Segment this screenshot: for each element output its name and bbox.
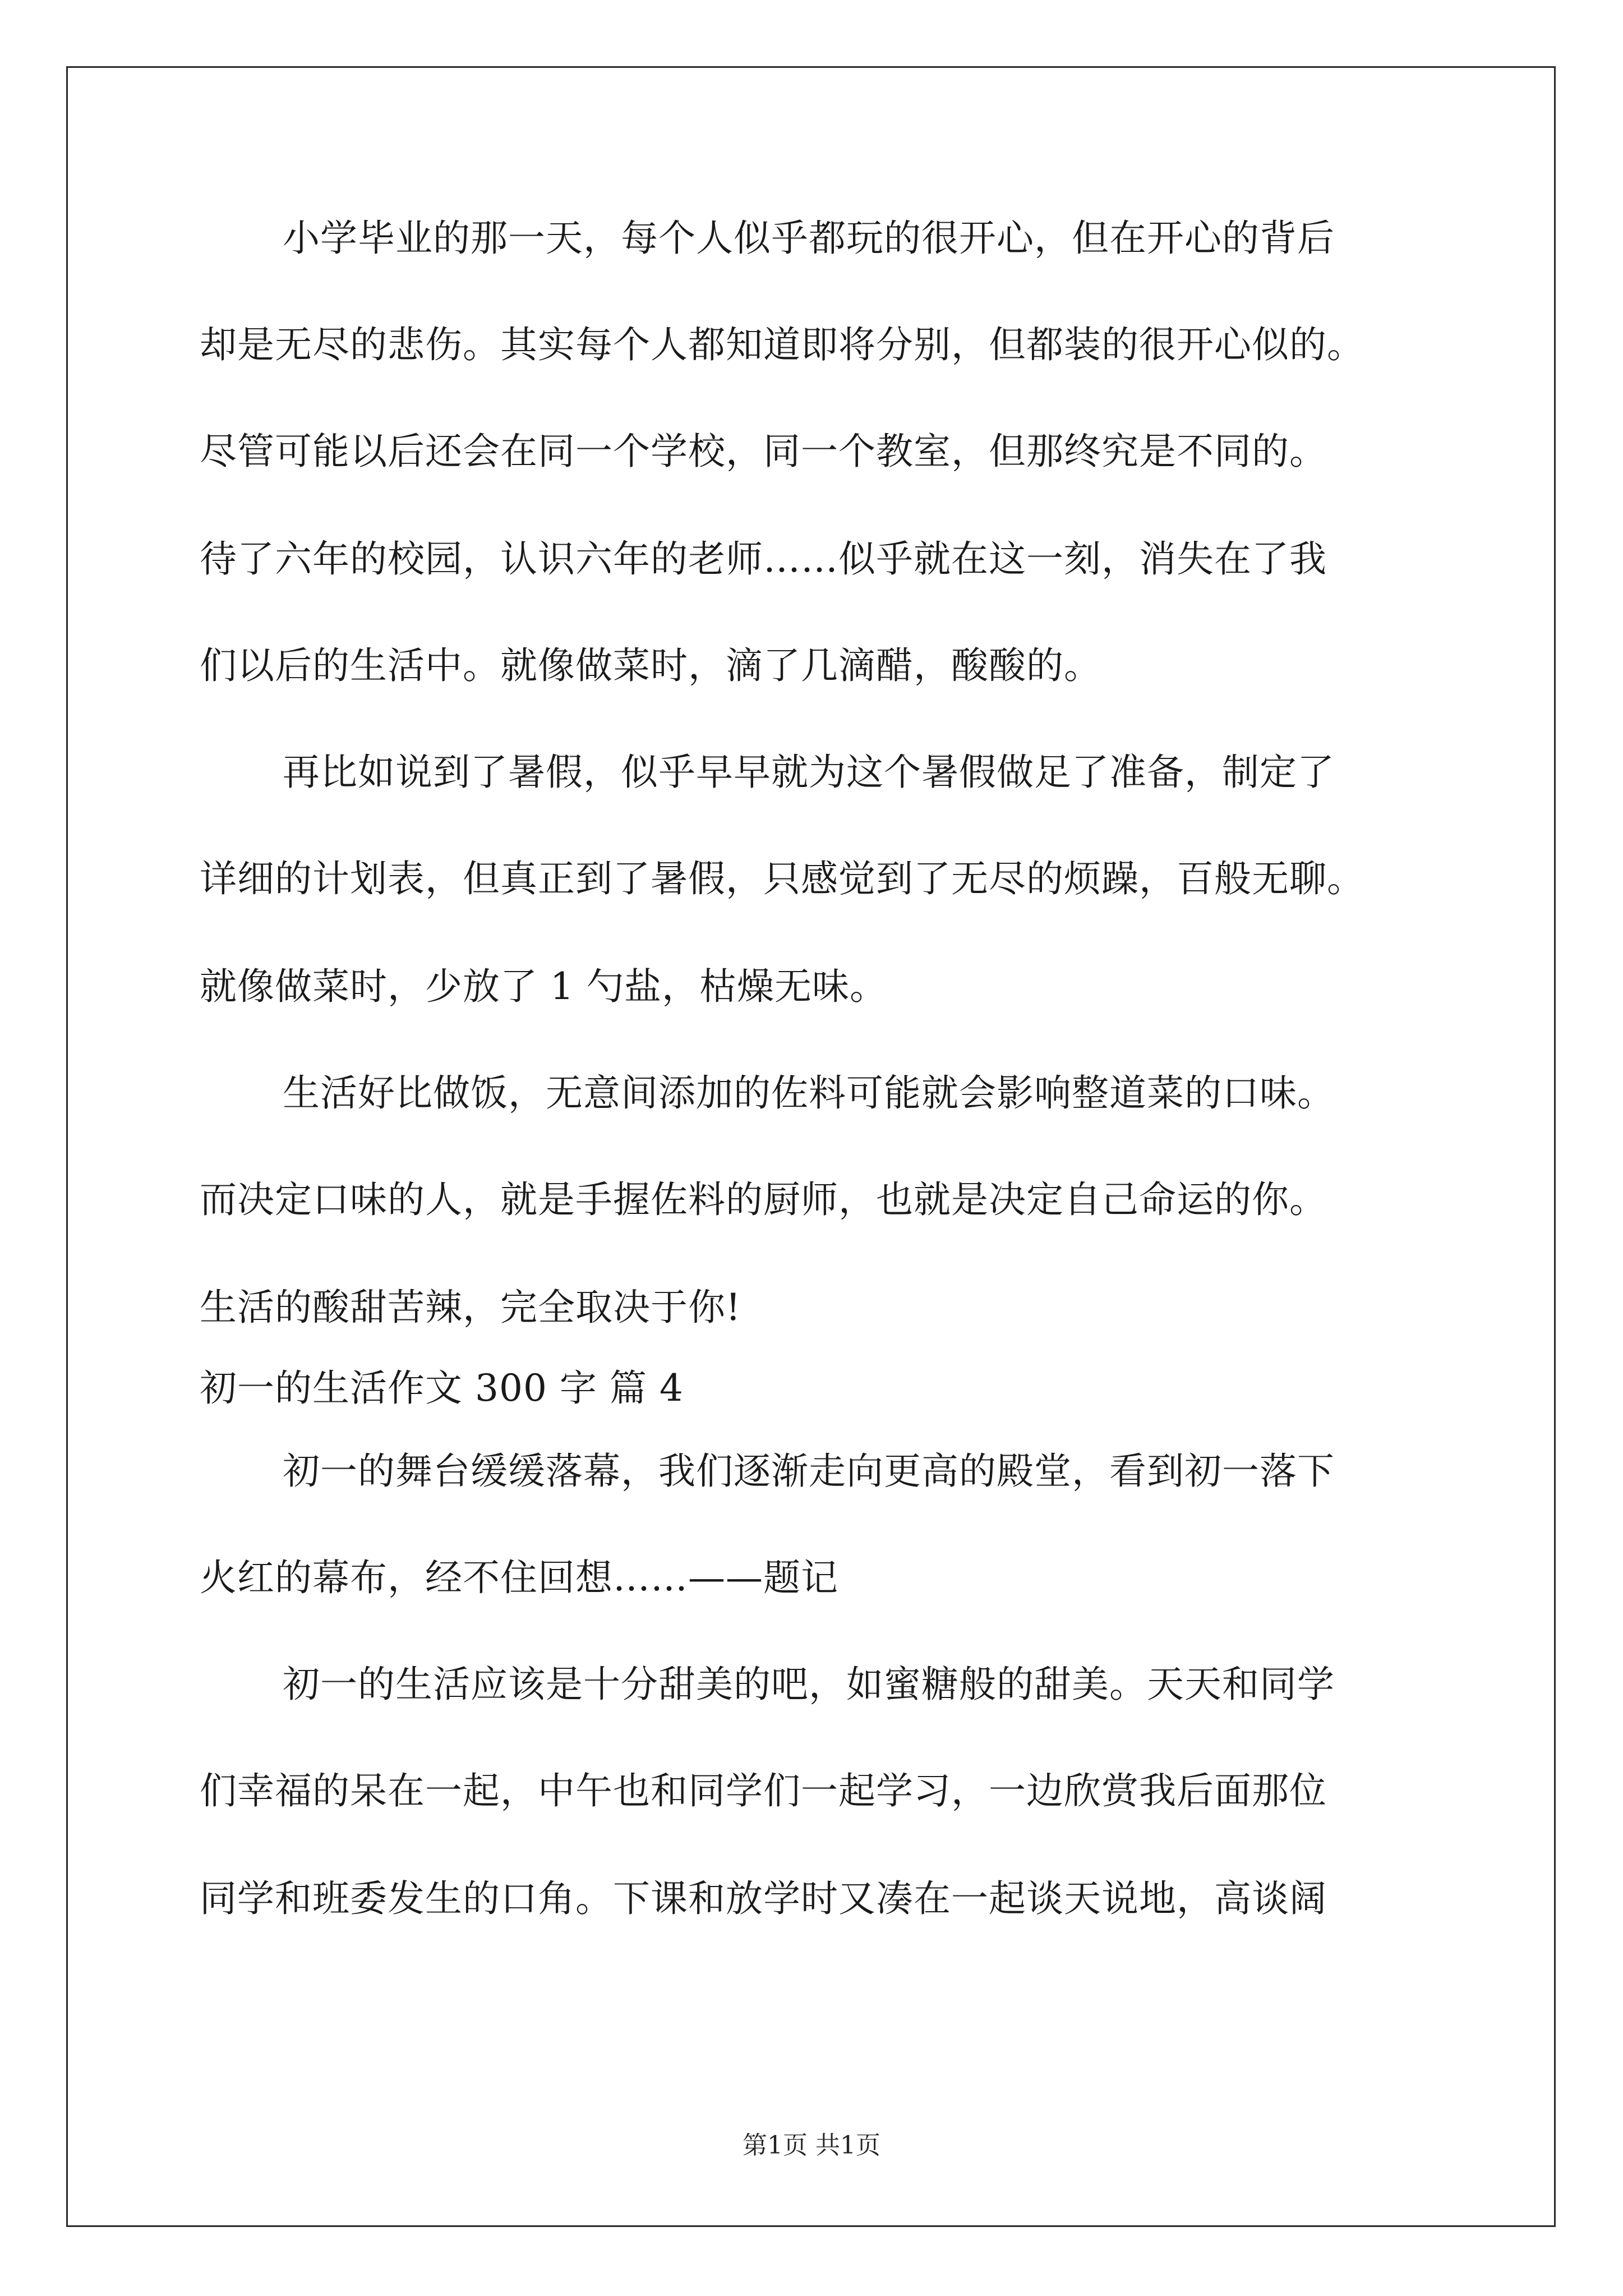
paragraph-line: 小学毕业的那一天，每个人似乎都玩的很开心，但在开心的背后 (283, 217, 1335, 260)
paragraph-line: 就像做菜时，少放了 1 勺盐，枯燥无味。 (200, 965, 887, 1008)
paragraph-line: 同学和班委发生的口角。下课和放学时又凑在一起谈天说地，高谈阔 (200, 1877, 1327, 1920)
paragraph-line: 再比如说到了暑假，似乎早早就为这个暑假做足了准备，制定了 (283, 751, 1335, 794)
section-heading: 初一的生活作文 300 字 篇 4 (200, 1366, 684, 1410)
paragraph-line: 们以后的生活中。就像做菜时，滴了几滴醋，酸酸的。 (200, 644, 1101, 687)
paragraph-line: 详细的计划表，但真正到了暑假，只感觉到了无尽的烦躁，百般无聊。 (200, 857, 1364, 900)
paragraph-line: 尽管可能以后还会在同一个学校，同一个教室，但那终究是不同的。 (200, 430, 1327, 473)
paragraph-line: 而决定口味的人，就是手握佐料的厨师，也就是决定自己命运的你。 (200, 1178, 1327, 1221)
paragraph-line: 初一的舞台缓缓落幕，我们逐渐走向更高的殿堂，看到初一落下 (283, 1450, 1335, 1493)
paragraph-line: 初一的生活应该是十分甜美的吧，如蜜糖般的甜美。天天和同学 (283, 1663, 1335, 1706)
paragraph-line: 却是无尽的悲伤。其实每个人都知道即将分别，但都装的很开心似的。 (200, 323, 1364, 366)
paragraph-line: 生活的酸甜苦辣，完全取决于你! (200, 1286, 741, 1329)
paragraph-line: 火红的幕布，经不住回想……——题记 (200, 1556, 838, 1599)
paragraph-line: 待了六年的校园，认识六年的老师……似乎就在这一刻，消失在了我 (200, 537, 1327, 581)
paragraph-line: 们幸福的呆在一起，中午也和同学们一起学习，一边欣赏我后面那位 (200, 1769, 1327, 1812)
paragraph-line: 生活好比做饭，无意间添加的佐料可能就会影响整道菜的口味。 (283, 1071, 1335, 1115)
page-number: 第1页 共1页 (743, 2131, 880, 2160)
